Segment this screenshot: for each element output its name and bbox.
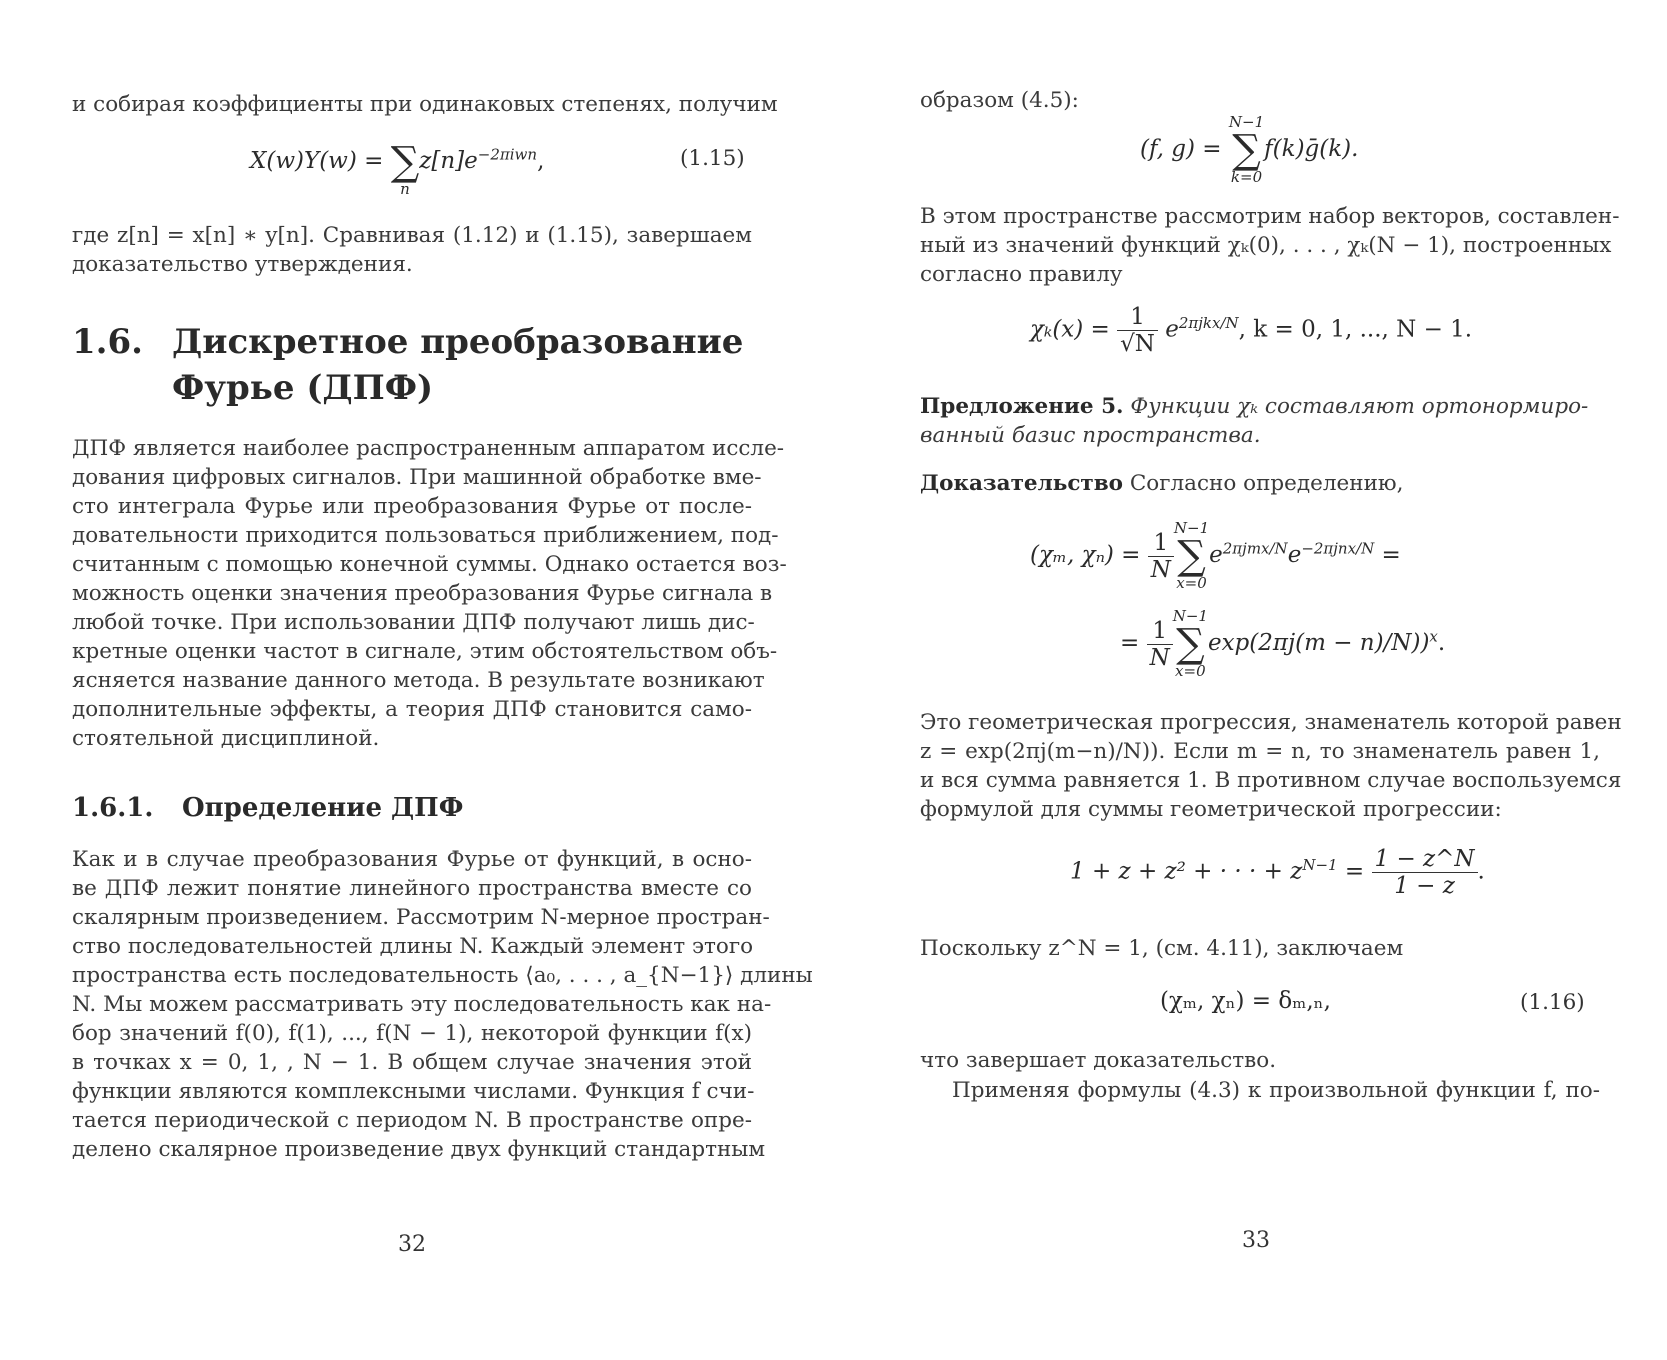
- paragraph-line: можность оценки значения преобразования Фурье сигнала в: [72, 581, 773, 606]
- paragraph-line: любой точке. При использовании ДПФ получают лишь дис-: [72, 610, 755, 635]
- geometric-sum-equation: 1 + z + z² + · · · + $z^{N-1}$ = $\frac{1 - z\^{}N}{1 - z}$ .: [1070, 846, 1485, 899]
- section-number: 1.6.: [72, 322, 143, 362]
- paragraph-line: в точках x = 0, 1, , N − 1. В общем случае значения этой: [72, 1050, 752, 1075]
- paragraph-line: N. Мы можем рассматривать эту последовательность как на-: [72, 992, 772, 1017]
- text-line: где z[n] = x[n] ∗ y[n]. Сравнивая (1.12) и (1.15), завершаем: [72, 223, 752, 248]
- paragraph-line: довательности приходится пользоваться приближением, под-: [72, 523, 779, 548]
- left-page: [0, 0, 833, 1360]
- intro-line: и собирая коэффициенты при одинаковых степенях, получим: [72, 92, 778, 117]
- proposition-text: ванный базис пространства.: [920, 423, 1261, 448]
- inner-product-equation: (f, g) = N−1 ∑ k=0 f(k)ḡ(k).: [1140, 113, 1359, 186]
- paragraph-line: ный из значений функций χₖ(0), . . . , χₖ(N − 1), построенных: [920, 233, 1612, 258]
- section-title: Дискретное преобразование: [172, 322, 744, 362]
- proof-text: Согласно определению,: [1129, 471, 1404, 496]
- paragraph-line: что завершает доказательство.: [920, 1048, 1277, 1073]
- equation-1-16: (χₘ, χₙ) = δₘ,ₙ,: [1160, 988, 1331, 1014]
- paragraph-line: считанным с помощью конечной суммы. Однако остается воз-: [72, 552, 787, 577]
- paragraph-line: сто интеграла Фурье или преобразования Фурье от после-: [72, 494, 752, 519]
- equation-1-15: X(w)Y(w) = ∑ n $z[n]e^{-2\pi iwn}$,: [250, 139, 545, 198]
- paragraph-line: бор значений f(0), f(1), ..., f(N − 1), некоторой функции f(x): [72, 1021, 752, 1046]
- paragraph-line: скалярным произведением. Рассмотрим N-мерное простран-: [72, 905, 770, 930]
- paragraph-line: ве ДПФ лежит понятие линейного пространства вместе со: [72, 876, 752, 901]
- right-page: [834, 0, 1667, 1360]
- intro-line: образом (4.5):: [920, 88, 1079, 113]
- paragraph-line: ство последовательностей длины N. Каждый элемент этого: [72, 934, 754, 959]
- paragraph-line: ДПФ является наиболее распространенным аппаратом иссле-: [72, 436, 785, 461]
- paragraph-line: Применяя формулы (4.3) к произвольной функции f, по-: [952, 1078, 1600, 1103]
- paragraph-line: пространства есть последовательность ⟨a₀, . . . , a_{N−1}⟩ длины: [72, 963, 813, 988]
- paragraph-line: тается периодической с периодом N. В пространстве опре-: [72, 1108, 752, 1133]
- paragraph-line: Как и в случае преобразования Фурье от функций, в осно-: [72, 847, 752, 872]
- paragraph-line: функции являются комплексными числами. Функция f счи-: [72, 1079, 755, 1104]
- paragraph-line: дополнительные эффекты, а теория ДПФ становится само-: [72, 697, 752, 722]
- paragraph-line: согласно правилу: [920, 262, 1123, 287]
- paragraph-line: В этом пространстве рассмотрим набор векторов, составлен-: [920, 204, 1620, 229]
- equation-number: (1.16): [1520, 990, 1585, 1015]
- basis-function-equation: χₖ(x) = $\frac{1}{√N}$ $e^{2\pi jkx/N}$, k = 0, 1, ..., N − 1.: [1030, 304, 1473, 357]
- paragraph-line: Это геометрическая прогрессия, знаменатель которой равен: [920, 710, 1622, 735]
- proof-line: [920, 469, 1403, 498]
- paragraph-line: стоятельной дисциплиной.: [72, 726, 380, 751]
- proposition-text: Функции χₖ составляют ортонормиро-: [1130, 394, 1589, 419]
- proposition-line: [920, 392, 1588, 421]
- page-number: 33: [1242, 1228, 1270, 1253]
- paragraph-line: кретные оценки частот в сигнале, этим обстоятельством объ-: [72, 639, 778, 664]
- paragraph-line: z = exp(2πj(m−n)/N)). Если m = n, то знаменатель равен 1,: [920, 739, 1600, 764]
- paragraph-line: делено скалярное произведение двух функций стандартным: [72, 1137, 766, 1162]
- paragraph-line: ясняется название данного метода. В результате возникают: [72, 668, 765, 693]
- page-number: 32: [398, 1232, 426, 1257]
- paragraph-line: и вся сумма равняется 1. В противном случае воспользуемся: [920, 768, 1622, 793]
- orthogonality-equation-line-2: = $\frac{1}{N}$ N−1 ∑ x=0 exp(2πj(m − n)/N))$^x$.: [1120, 607, 1446, 680]
- proposition-label: Предложение 5.: [920, 394, 1124, 419]
- text-line: доказательство утверждения.: [72, 252, 413, 277]
- proof-label: Доказательство: [920, 471, 1124, 496]
- subsection-title: Определение ДПФ: [182, 793, 464, 823]
- equation-number: (1.15): [680, 146, 745, 171]
- section-title: Фурье (ДПФ): [172, 368, 434, 408]
- orthogonality-equation-line-1: (χₘ, χₙ) = $\frac{1}{N}$ N−1 ∑ x=0 $e^{2\pi jmx/N}e^{-2\pi jnx/N}$ =: [1030, 519, 1401, 592]
- paragraph-line: дования цифровых сигналов. При машинной обработке вме-: [72, 465, 762, 490]
- subsection-number: 1.6.1.: [72, 793, 154, 823]
- paragraph-line: Поскольку z^N = 1, (см. 4.11), заключаем: [920, 936, 1404, 961]
- paragraph-line: формулой для суммы геометрической прогрессии:: [920, 797, 1502, 822]
